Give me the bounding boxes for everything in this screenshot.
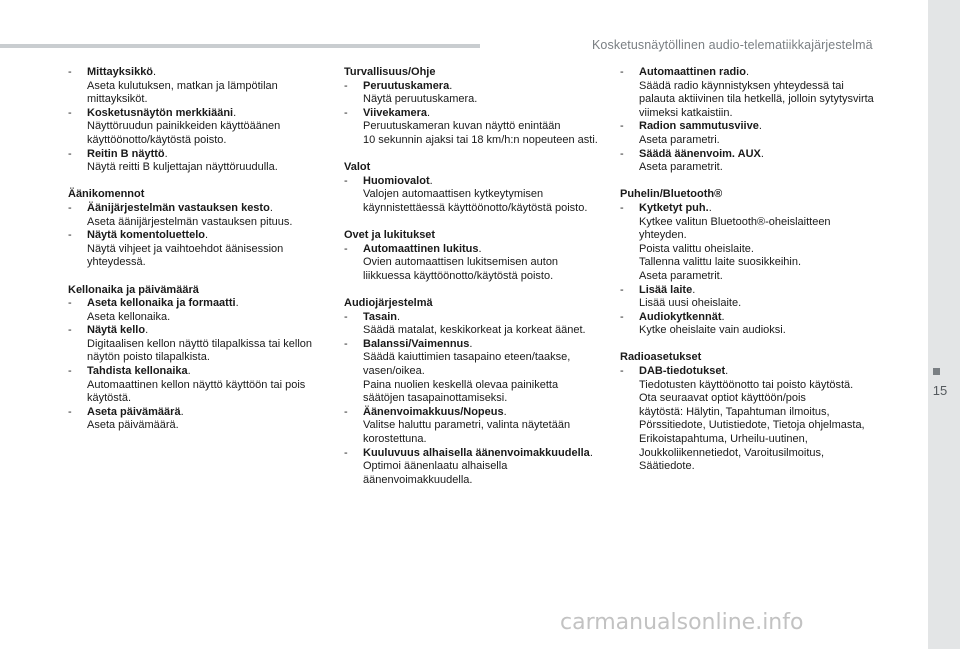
- section-title: Audiojärjestelmä: [344, 297, 433, 310]
- settings-item: [68, 107, 318, 148]
- list-dash: -: [344, 174, 348, 187]
- settings-item: [620, 311, 880, 338]
- item-description: Näytä vihjeet ja vaihtoehdot äänisession yhteydessä.: [87, 242, 284, 269]
- item-title-period: .: [397, 310, 401, 323]
- section-title: Äänikomennot: [68, 188, 145, 201]
- settings-section: [620, 351, 880, 473]
- page-number: 15: [932, 383, 948, 398]
- item-description: Säädä kaiuttimien tasapaino eteen/taakse, vasen/oikea. Paina nuolien keskellä olevaa painiketta säätöjen tasapainottamiseksi.: [363, 351, 571, 405]
- item-title-period: .: [235, 297, 239, 310]
- item-title-period: .: [745, 66, 750, 78]
- settings-section: [620, 66, 880, 175]
- item-description: Aseta parametrit.: [639, 161, 723, 174]
- item-title-period: .: [478, 242, 482, 255]
- item-title: Aseta kellonaika ja formaatti: [87, 297, 236, 310]
- list-dash: -: [344, 446, 348, 459]
- chapter-marker: [933, 368, 940, 375]
- page-header-title: Kosketusnäytöllinen audio-telematiikkajärjestelmä: [592, 38, 873, 52]
- section-title: Ovet ja lukitukset: [344, 229, 436, 242]
- item-title-period: .: [469, 337, 473, 350]
- item-title-period: .: [427, 106, 431, 119]
- item-title: Huomiovalot: [363, 174, 430, 187]
- item-title: Kytketyt puh.: [639, 201, 709, 214]
- item-title: Radion sammutusviive: [639, 120, 759, 133]
- settings-item: [344, 80, 606, 107]
- item-title: Reitin B näyttö: [87, 147, 165, 160]
- list-dash: -: [620, 283, 624, 296]
- list-dash: -: [68, 66, 72, 78]
- column-2: [344, 66, 606, 501]
- item-title: Aseta päivämäärä: [87, 405, 181, 418]
- section-title: Puhelin/Bluetooth®: [620, 188, 723, 201]
- settings-item: [68, 324, 318, 365]
- item-title: Tasain: [363, 310, 398, 323]
- section-title: Kellonaika ja päivämäärä: [68, 283, 199, 296]
- settings-item: [68, 297, 318, 324]
- settings-item: [620, 148, 880, 175]
- item-description: Aseta kellonaika.: [87, 310, 171, 323]
- item-title-period: .: [758, 120, 762, 133]
- item-description: Ovien automaattisen lukitsemisen auton liikkuessa käyttöönotto/käytöstä poisto.: [363, 256, 559, 282]
- list-dash: -: [68, 201, 72, 214]
- item-title-period: .: [187, 365, 191, 378]
- list-dash: -: [620, 147, 624, 160]
- section-title: Radioasetukset: [620, 351, 702, 364]
- settings-item: [620, 120, 880, 147]
- item-description: Säädä radio käynnistyksen yhteydessä tai palauta aktiivinen tila hetkellä, jolloin sytytysvirta viimeksi katkaistiin.: [639, 79, 874, 119]
- item-description: Kytkee valitun Bluetooth®-oheislaitteen yhteyden. Poista valittu oheislaite. Tallenna valittu laite suosikkeihin. Aseta parametrit.: [639, 215, 831, 282]
- list-dash: -: [344, 106, 348, 119]
- settings-section: [344, 297, 606, 487]
- list-dash: -: [620, 365, 624, 378]
- settings-item: [620, 66, 880, 120]
- item-description: Näyttöruudun painikkeiden käyttöäänen käyttöönotto/käytöstä poisto.: [87, 120, 281, 146]
- settings-item: [620, 284, 880, 311]
- item-title-period: .: [429, 174, 433, 187]
- item-title: Säädä äänenvoim. AUX: [639, 147, 761, 160]
- item-description: Aseta kulutuksen, matkan ja lämpötilan mittayksiköt.: [87, 79, 278, 106]
- item-title: Tahdista kellonaika: [87, 365, 188, 378]
- settings-item: [344, 311, 606, 338]
- item-title-period: .: [589, 446, 593, 459]
- settings-item: [620, 202, 880, 284]
- item-title-period: .: [721, 310, 725, 323]
- item-description: Valitse haluttu parametri, valinta näytetään korostettuna.: [363, 419, 571, 446]
- item-title: Balanssi/Vaimennus: [363, 337, 470, 350]
- list-dash: -: [68, 106, 72, 119]
- item-description: Kytke oheislaite vain audioksi.: [639, 324, 786, 337]
- settings-item: [68, 406, 318, 433]
- item-title: Automaattinen lukitus: [363, 242, 479, 255]
- list-dash: -: [68, 229, 72, 242]
- list-dash: -: [620, 201, 624, 214]
- settings-item: [68, 365, 318, 406]
- settings-section: [344, 66, 606, 148]
- item-title: Audiokytkennät: [639, 310, 722, 323]
- settings-section: [620, 188, 880, 338]
- item-title-period: .: [269, 201, 273, 214]
- item-description: Aseta äänijärjestelmän vastauksen pituus.: [87, 215, 293, 228]
- list-dash: -: [68, 297, 72, 310]
- item-description: Automaattinen kellon näyttö käyttöön tai pois käytöstä.: [87, 378, 306, 405]
- settings-item: [68, 66, 318, 107]
- item-title-period: .: [145, 324, 149, 337]
- item-title-period: .: [233, 106, 237, 119]
- section-title: Valot: [344, 161, 371, 174]
- item-title-period: .: [164, 147, 168, 160]
- section-title: Turvallisuus/Ohje: [344, 66, 436, 78]
- settings-item: [344, 243, 606, 284]
- list-dash: -: [620, 310, 624, 323]
- list-dash: -: [344, 337, 348, 350]
- item-title: DAB-tiedotukset: [639, 365, 726, 378]
- settings-item: [344, 406, 606, 447]
- side-tab: [928, 0, 960, 649]
- item-description: Digitaalisen kellon näyttö tilapalkissa tai kellon näytön poisto tilapalkista.: [87, 337, 313, 364]
- item-title-period: .: [692, 283, 696, 296]
- item-title: Automaattinen radio: [639, 66, 746, 78]
- item-title-period: .: [760, 147, 764, 160]
- item-title-period: .: [204, 229, 209, 242]
- item-title-period: .: [708, 201, 712, 214]
- item-title: Näytä komentoluettelo: [87, 229, 205, 242]
- list-dash: -: [344, 242, 348, 255]
- item-title: Viivekamera: [363, 106, 428, 119]
- list-dash: -: [344, 405, 348, 418]
- item-title: Äänenvoimakkuus/Nopeus: [363, 405, 504, 418]
- settings-item: [68, 148, 318, 175]
- settings-section: [68, 188, 318, 270]
- item-title-period: .: [153, 66, 157, 78]
- item-title: Peruutuskamera: [363, 79, 450, 92]
- list-dash: -: [68, 405, 72, 418]
- item-description: Näytä peruutuskamera.: [363, 93, 478, 106]
- item-description: Valojen automaattisen kytkeytymisen käynnistettäessä käyttöönotto/käytöstä poisto.: [363, 188, 588, 214]
- column-3: [620, 66, 880, 487]
- list-dash: -: [344, 310, 348, 323]
- item-title: Äänijärjestelmän vastauksen kesto: [87, 201, 270, 214]
- settings-item: [68, 202, 318, 229]
- item-title: Kuuluvuus alhaisella äänenvoimakkuudella: [363, 446, 590, 459]
- list-dash: -: [620, 120, 624, 133]
- item-title: Näytä kello: [87, 324, 146, 337]
- list-dash: -: [344, 79, 348, 92]
- settings-item: [68, 229, 318, 270]
- item-description: Aseta päivämäärä.: [87, 419, 179, 432]
- item-title-period: .: [503, 405, 507, 418]
- settings-item: [620, 365, 880, 474]
- settings-section: [344, 229, 606, 283]
- item-description: Lisää uusi oheislaite.: [639, 297, 742, 310]
- item-title: Lisää laite: [639, 283, 693, 296]
- item-description: Säädä matalat, keskikorkeat ja korkeat äänet.: [363, 324, 586, 337]
- item-description: Näytä reitti B kuljettajan näyttöruudulla.: [87, 161, 278, 174]
- list-dash: -: [68, 324, 72, 337]
- settings-section: [68, 284, 318, 434]
- item-title: Kosketusnäytön merkkiääni: [87, 106, 234, 119]
- header-rule: [0, 44, 480, 48]
- item-title-period: .: [725, 365, 729, 378]
- watermark: carmanualsonline.info: [560, 610, 804, 635]
- item-title-period: .: [449, 79, 453, 92]
- settings-item: [344, 107, 606, 148]
- settings-section: [68, 66, 318, 175]
- item-description: Tiedotusten käyttöönotto tai poisto käytöstä. Ota seuraavat optiot käyttöön/pois käytöstä: Hälytin, Tapahtuman ilmoitus, Pörssitiedote, Uutistiedote, Tietoja ohjelmasta, Erikoistapahtuma, Urheilu-uutinen, Joukkoliikennetiedot, Varoitusilmoitus, Säätiedote.: [639, 378, 865, 473]
- settings-item: [344, 447, 606, 488]
- settings-item: [344, 175, 606, 216]
- item-description: Optimoi äänenlaatu alhaisella äänenvoimakkuudella.: [363, 460, 508, 486]
- list-dash: -: [620, 66, 624, 78]
- item-title: Mittayksikkö: [87, 66, 154, 78]
- settings-item: [344, 338, 606, 406]
- list-dash: -: [68, 365, 72, 378]
- settings-section: [344, 161, 606, 215]
- item-description: Peruutuskameran kuvan näyttö enintään 10 sekunnin ajaksi tai 18 km/h:n nopeuteen asti.: [363, 120, 598, 146]
- item-title-period: .: [180, 405, 184, 418]
- column-1: [68, 66, 318, 447]
- list-dash: -: [68, 147, 72, 160]
- item-description: Aseta parametri.: [639, 133, 720, 146]
